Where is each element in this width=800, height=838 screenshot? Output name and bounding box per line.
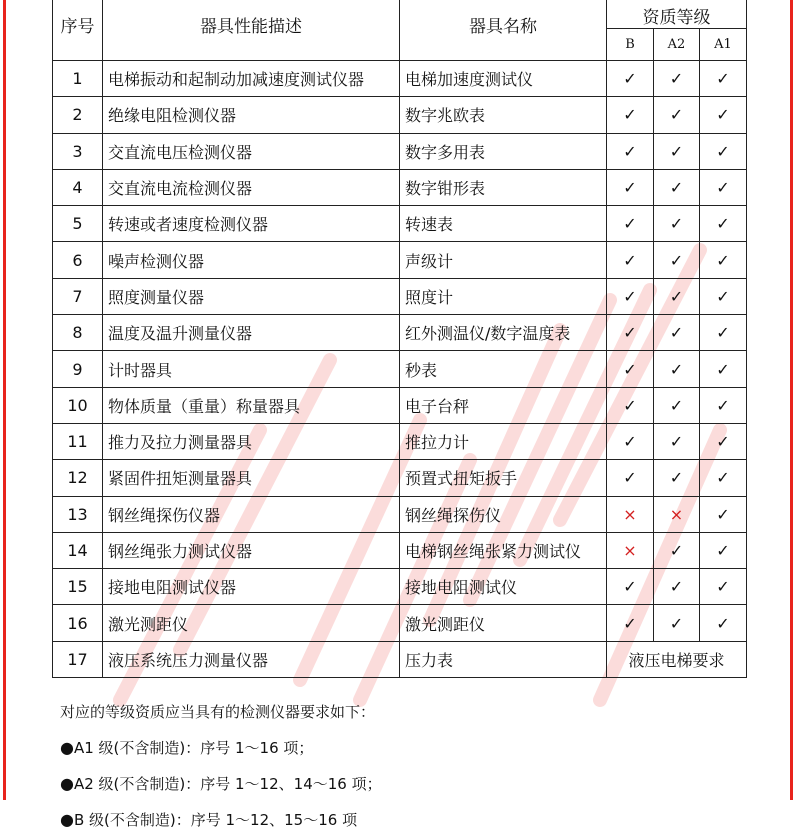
row-desc: 钢丝绳张力测试仪器 — [103, 532, 400, 568]
row-name: 电梯钢丝绳张紧力测试仪 — [400, 532, 607, 568]
row-name: 推拉力计 — [400, 423, 607, 459]
table-row — [53, 278, 747, 314]
table-row — [53, 169, 747, 205]
header-name: 器具名称 — [400, 0, 607, 61]
notes — [60, 694, 382, 838]
row-number: 13 — [53, 496, 103, 532]
check-icon: ✓ — [607, 169, 654, 205]
row-name: 照度计 — [400, 278, 607, 314]
cross-icon: × — [607, 532, 654, 568]
check-icon: ✓ — [700, 351, 747, 387]
check-icon: ✓ — [700, 387, 747, 423]
notes-intro: 对应的等级资质应当具有的检测仪器要求如下： — [60, 703, 376, 721]
check-icon: ✓ — [654, 61, 700, 97]
check-icon: ✓ — [607, 97, 654, 133]
check-icon: ✓ — [654, 169, 700, 205]
row-name: 预置式扭矩扳手 — [400, 460, 607, 496]
header-grade-b: B — [607, 29, 654, 61]
check-icon: ✓ — [654, 387, 700, 423]
row-desc: 交直流电流检测仪器 — [103, 169, 400, 205]
row-number: 8 — [53, 315, 103, 351]
row-number: 6 — [53, 242, 103, 278]
check-icon: ✓ — [607, 569, 654, 605]
check-icon: ✓ — [700, 97, 747, 133]
check-icon: ✓ — [700, 532, 747, 568]
check-icon: ✓ — [654, 605, 700, 641]
table-row — [53, 387, 747, 423]
check-icon: ✓ — [654, 97, 700, 133]
row-desc: 交直流电压检测仪器 — [103, 133, 400, 169]
check-icon: ✓ — [700, 605, 747, 641]
row-desc: 电梯振动和起制动加减速度测试仪器 — [103, 61, 400, 97]
check-icon: ✓ — [700, 133, 747, 169]
last-row-number: 17 — [53, 641, 103, 677]
check-icon: ✓ — [700, 569, 747, 605]
check-icon: ✓ — [654, 423, 700, 459]
table-row — [53, 351, 747, 387]
row-desc: 温度及温升测量仪器 — [103, 315, 400, 351]
row-desc: 噪声检测仪器 — [103, 242, 400, 278]
notes-line-b: ●B 级(不含制造)：序号 1～12、15～16 项 — [60, 810, 358, 829]
row-number: 5 — [53, 206, 103, 242]
table-row — [53, 460, 747, 496]
check-icon: ✓ — [607, 387, 654, 423]
row-name: 转速表 — [400, 206, 607, 242]
cross-icon: × — [607, 496, 654, 532]
check-icon: ✓ — [607, 460, 654, 496]
row-desc: 转速或者速度检测仪器 — [103, 206, 400, 242]
table-row — [53, 532, 747, 568]
row-number: 14 — [53, 532, 103, 568]
row-number: 2 — [53, 97, 103, 133]
check-icon: ✓ — [607, 278, 654, 314]
row-name: 接地电阻测试仪 — [400, 569, 607, 605]
table-row — [53, 315, 747, 351]
instrument-table — [52, 0, 747, 678]
row-number: 9 — [53, 351, 103, 387]
cross-icon: × — [654, 496, 700, 532]
row-name: 数字多用表 — [400, 133, 607, 169]
row-number: 16 — [53, 605, 103, 641]
header-desc: 器具性能描述 — [103, 0, 400, 61]
last-row-name: 压力表 — [400, 641, 607, 677]
row-number: 4 — [53, 169, 103, 205]
row-name: 数字钳形表 — [400, 169, 607, 205]
row-desc: 钢丝绳探伤仪器 — [103, 496, 400, 532]
row-number: 1 — [53, 61, 103, 97]
row-desc: 接地电阻测试仪器 — [103, 569, 400, 605]
check-icon: ✓ — [700, 61, 747, 97]
notes-line-a1: ●A1 级(不含制造)：序号 1～16 项； — [60, 738, 314, 757]
check-icon: ✓ — [700, 315, 747, 351]
check-icon: ✓ — [654, 460, 700, 496]
row-number: 3 — [53, 133, 103, 169]
table-row — [53, 496, 747, 532]
check-icon: ✓ — [607, 351, 654, 387]
check-icon: ✓ — [607, 605, 654, 641]
table-row — [53, 605, 747, 641]
check-icon: ✓ — [607, 61, 654, 97]
check-icon: ✓ — [607, 423, 654, 459]
check-icon: ✓ — [654, 569, 700, 605]
header-seq: 序号 — [53, 0, 103, 61]
table-row — [53, 423, 747, 459]
check-icon: ✓ — [700, 423, 747, 459]
row-name: 电子台秤 — [400, 387, 607, 423]
row-name: 数字兆欧表 — [400, 97, 607, 133]
row-number: 15 — [53, 569, 103, 605]
table-row — [53, 569, 747, 605]
row-desc: 推力及拉力测量器具 — [103, 423, 400, 459]
check-icon: ✓ — [654, 351, 700, 387]
check-icon: ✓ — [700, 496, 747, 532]
check-icon: ✓ — [700, 460, 747, 496]
table-body — [53, 61, 747, 642]
row-desc: 照度测量仪器 — [103, 278, 400, 314]
row-name: 声级计 — [400, 242, 607, 278]
header-grade: 资质等级 — [607, 0, 747, 29]
bullet-icon: ● — [60, 738, 74, 757]
row-number: 12 — [53, 460, 103, 496]
row-number: 7 — [53, 278, 103, 314]
check-icon: ✓ — [607, 206, 654, 242]
row-name: 钢丝绳探伤仪 — [400, 496, 607, 532]
row-desc: 激光测距仪 — [103, 605, 400, 641]
row-number: 11 — [53, 423, 103, 459]
row-desc: 计时器具 — [103, 351, 400, 387]
table-row — [53, 242, 747, 278]
bullet-icon: ● — [60, 810, 74, 829]
row-name: 电梯加速度测试仪 — [400, 61, 607, 97]
last-row-desc: 液压系统压力测量仪器 — [103, 641, 400, 677]
check-icon: ✓ — [654, 133, 700, 169]
header-grade-a2: A2 — [654, 29, 700, 61]
notes-line-a2: ●A2 级(不含制造)：序号 1～12、14～16 项； — [60, 774, 382, 793]
check-icon: ✓ — [700, 169, 747, 205]
table-row — [53, 61, 747, 97]
check-icon: ✓ — [654, 278, 700, 314]
header-grade-a1: A1 — [700, 29, 747, 61]
row-desc: 紧固件扭矩测量器具 — [103, 460, 400, 496]
check-icon: ✓ — [700, 206, 747, 242]
row-name: 红外测温仪/数字温度表 — [400, 315, 607, 351]
check-icon: ✓ — [654, 315, 700, 351]
check-icon: ✓ — [654, 206, 700, 242]
bullet-icon: ● — [60, 774, 74, 793]
row-name: 秒表 — [400, 351, 607, 387]
check-icon: ✓ — [700, 278, 747, 314]
row-desc: 绝缘电阻检测仪器 — [103, 97, 400, 133]
table-row — [53, 206, 747, 242]
check-icon: ✓ — [654, 242, 700, 278]
check-icon: ✓ — [700, 242, 747, 278]
row-name: 激光测距仪 — [400, 605, 607, 641]
table-row — [53, 97, 747, 133]
check-icon: ✓ — [607, 133, 654, 169]
check-icon: ✓ — [607, 315, 654, 351]
table-row — [53, 133, 747, 169]
check-icon: ✓ — [607, 242, 654, 278]
row-number: 10 — [53, 387, 103, 423]
row-desc: 物体质量（重量）称量器具 — [103, 387, 400, 423]
last-row-requirement: 液压电梯要求 — [607, 641, 747, 677]
check-icon: ✓ — [654, 532, 700, 568]
